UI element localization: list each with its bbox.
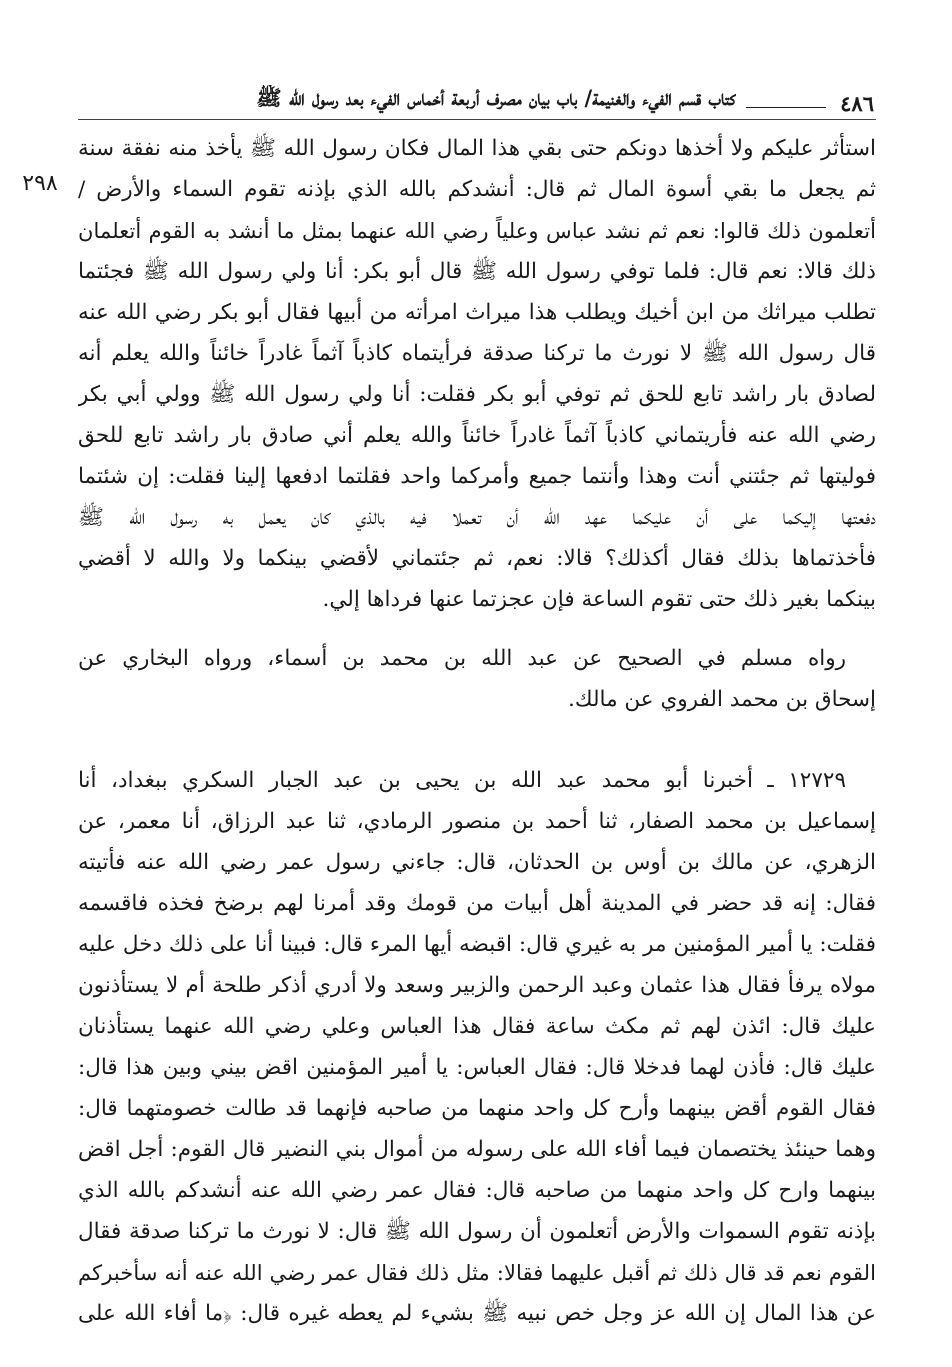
text-line: عليك قال: ائذن لهم ثم مكث ساعة فقال هذا العباس وعلي رضي الله عنهما يستأذنان <box>78 1014 876 1039</box>
text-line: رواه مسلم في الصحيح عن عبد الله بن محمد بن أسماء، ورواه البخاري عن <box>78 646 846 671</box>
text-line: عن هذا المال إن الله عز وجل خص نبيه ﷺ بشيء لم يعطه غيره قال: ﴿ما أفاء الله على <box>78 1301 876 1326</box>
text-line: فقلت: يا أمير المؤمنين مر به غيري قال: اقبضه أيها المرء قال: فبينا أنا على ذلك دخل عليه <box>78 932 876 957</box>
text-line: لصادق بار راشد تابع للحق ثم توفي أبو بكر فقلت: أنا ولي رسول الله ﷺ وولي أبي بكر <box>78 382 876 407</box>
text-line: فأخذتماها بذلك فقال أكذلك؟ قالا: نعم، ثم جئتماني لأقضي بينكما ولا والله لا أقضي <box>78 546 876 571</box>
text-line: بينكما بغير ذلك حتى تقوم الساعة فإن عجزتما عنها فرداها إلي. <box>322 587 876 612</box>
text-line: دفعتها إليكما على أن عليكما عهد الله أن تعملا فيه بالذي كان يعمل به رسول الله ﷺ <box>78 505 876 530</box>
text-line: أتعلمون ذلك قالوا: نعم ثم نشد عباس وعلياً رضي الله عنهما بمثل ما أنشد به القوم أتعلمان <box>78 218 876 243</box>
header-dash-rule <box>746 107 826 108</box>
text-line: قال رسول الله ﷺ لا نورث ما تركنا صدقة فرأيتماه كاذباً آثماً غادراً خائناً والله يعلم أنه <box>78 341 876 366</box>
text-line: فقال القوم أقض بينهما وأرح كل واحد منهما من صاحبه فإنهما قد طالت خصومتهما قال: <box>78 1096 876 1121</box>
header-divider <box>78 119 876 120</box>
text-line: بإذنه تقوم السموات والأرض أتعلمون أن رسول الله ﷺ قال: لا نورث ما تركنا صدقة فقال <box>78 1219 876 1244</box>
text-line: إسماعيل بن محمد الصفار، ثنا أحمد بن منصور الرمادي، ثنا عبد الرزاق، أنا معمر، عن <box>78 809 876 834</box>
text-line: ذلك قالا: نعم قال: فلما توفي رسول الله ﷺ قال أبو بكر: أنا ولي رسول الله ﷺ فجئتما <box>78 259 876 284</box>
text-line: بينهما وارح كل واحد منهما من صاحبه قال: فقال عمر رضي الله عنه أنشدكم بالله الذي <box>78 1178 876 1203</box>
text-line: فوليتها ثم جئتني أنت وهذا وأنتما جميع وأمركما واحد فقلتما ادفعها إلينا فقلت: إن شئتما <box>78 464 876 489</box>
text-line: استأثر عليكم ولا أخذها دونكم حتى بقي هذا المال فكان رسول الله ﷺ يأخذ منه نفقة سنة <box>78 136 876 161</box>
page-number: ٤٨٦ <box>840 91 874 116</box>
text-line: القوم نعم قد قال ذلك ثم أقبل عليهما فقالا: مثل ذلك فقال عمر رضي الله عنه أنه سأخبركم <box>78 1260 876 1285</box>
text-line: عليك قال: فأذن لهما فدخلا قال: فقال العباس: يا أمير المؤمنين اقض بيني وبين هذا قال: <box>78 1055 876 1080</box>
text-line: ثم يجعل ما بقي أسوة المال ثم قال: أنشدكم بالله الذي بإذنه تقوم السماء والأرض / <box>78 177 876 202</box>
text-line: تطلب ميراثك من ابن أخيك ويطلب هذا ميراث امرأته من أبيها فقال أبو بكر رضي الله عنه <box>78 300 876 325</box>
header-title: كتاب قسم الفيء والغنيمة/ باب بيان مصرف أربعة أخماس الفيء بعد رسول الله ﷺ <box>256 85 737 110</box>
paragraph-riwaya <box>78 638 876 720</box>
text-line: ١٢٧٢٩ ـ أخبرنا أبو محمد عبد الله بن يحيى بن عبد الجبار السكري ببغداد، أنا <box>78 768 846 793</box>
text-line: مولاه يرفأ فقال هذا عثمان وعبد الرحمن والزبير وسعد ولا أدري أذكر طلحة أم لا يستأذنون <box>78 973 876 998</box>
running-header <box>78 78 874 116</box>
text-line: فقال: إنه قد حضر في المدينة أهل أبيات من قومك وقد أمرنا لهم برضخ فخذه فاقسمه <box>78 891 876 916</box>
text-line: رضي الله عنه فأريتماني كاذباً آثماً غادراً خائناً والله يعلم أني صادق بار راشد تابع للحق <box>78 423 876 448</box>
text-line: إسحاق بن محمد الفروي عن مالك. <box>568 687 876 712</box>
text-line: وهما حينئذ يختصمان فيما أفاء الله على رسوله من أموال بني النضير قال القوم: أجل اقض <box>78 1137 876 1162</box>
paragraph-hadith-12729 <box>78 760 876 1334</box>
paragraph-continued <box>78 128 876 620</box>
margin-page-number: ٢٩٨ <box>22 171 58 196</box>
text-line: الزهري، عن مالك بن أوس بن الحدثان، قال: جاءني رسول عمر رضي الله عنه فأتيته <box>78 850 876 875</box>
